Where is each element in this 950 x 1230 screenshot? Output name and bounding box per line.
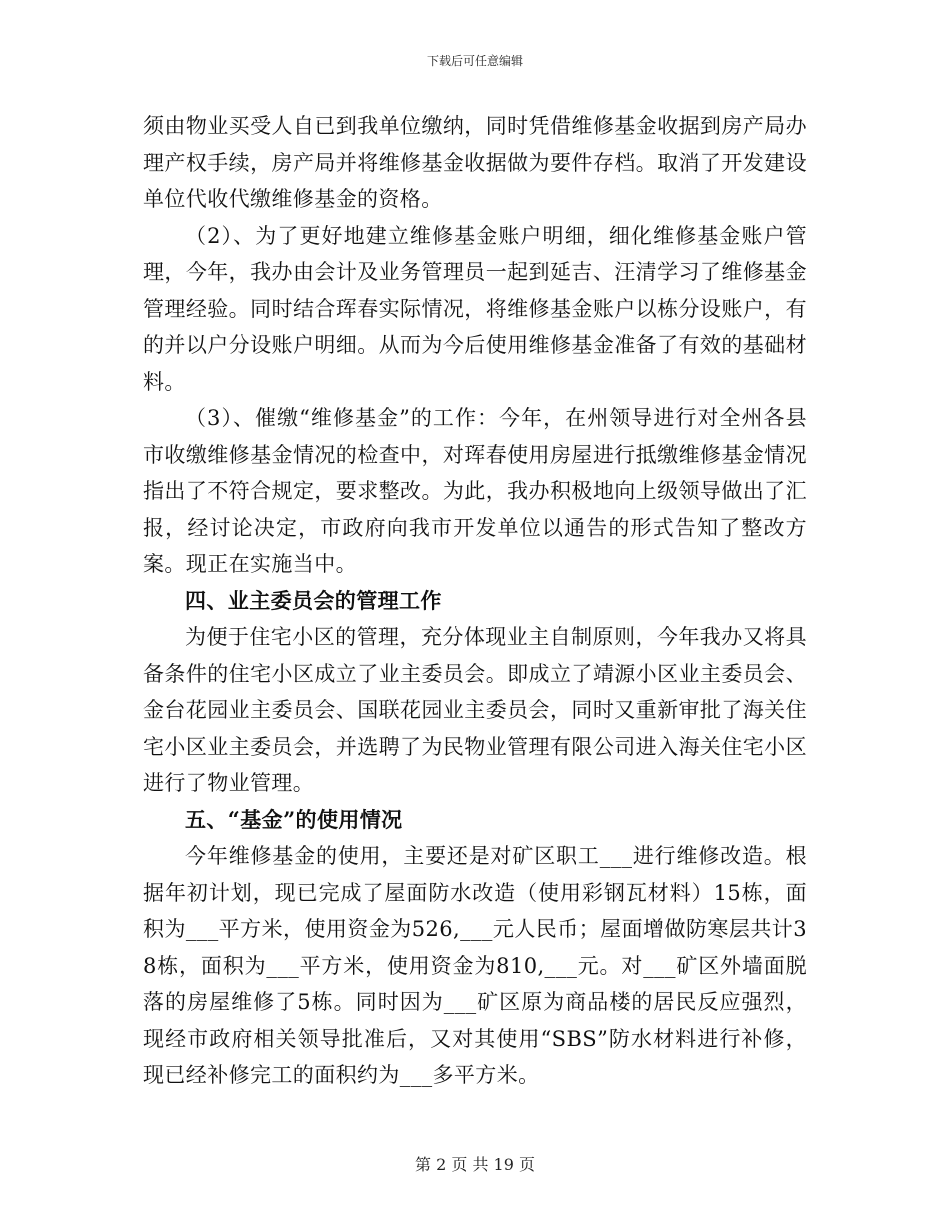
section-heading-fund-usage: 五、“基金”的使用情况: [185, 806, 403, 832]
paragraph-continuation: 须由物业买受人自已到我单位缴纳，同时凭借维修基金收据到房产局办理产权手续，房产局并将维修基金收据做为要件存档。取消了开发建设单位代收代缴维修基金的资格。: [143, 114, 807, 211]
paragraph-fund-usage: 今年维修基金的使用，主要还是对矿区职工___进行维修改造。根据年初计划，现已完成了屋面防水改造（使用彩钢瓦材料）15栋，面积为___平方米，使用资金为526,___元人民币；屋面增做防寒层共计38栋，面积为___平方米，使用资金为810,___元。对___矿区外墙面脱落的房屋维修了5栋。同时因为___矿区原为商品楼的居民反应强烈，现经市政府相关领导批准后，又对其使用“SBS”防水材料进行补修，现已经补修完工的面积约为___多平方米。: [143, 844, 807, 1087]
paragraph-account-details: （2）、为了更好地建立维修基金账户明细，细化维修基金账户管理，今年，我办由会计及业务管理员一起到延吉、汪清学习了维修基金管理经验。同时结合珲春实际情况，将维修基金账户以栋分设账户，有的并以户分设账户明细。从而为今后使用维修基金准备了有效的基础材料。: [143, 223, 807, 394]
document-body: [143, 108, 807, 1094]
section-heading-owners-committee: 四、业主委员会的管理工作: [185, 587, 442, 613]
paragraph-fund-collection: （3）、催缴“维修基金”的工作：今年，在州领导进行对全州各县市收缴维修基金情况的检查中，对珲春使用房屋进行抵缴维修基金情况指出了不符合规定，要求整改。为此，我办积极地向上级领导做出了汇报，经讨论决定，市政府向我市开发单位以通告的形式告知了整改方案。现正在实施当中。: [143, 406, 807, 576]
page-number-footer: 第 2 页 共 19 页: [415, 1155, 535, 1174]
page-header: 下载后可任意编辑: [426, 54, 523, 68]
paragraph-owners-committee: 为便于住宅小区的管理，充分体现业主自制原则，今年我办又将具备条件的住宅小区成立了业主委员会。即成立了靖源小区业主委员会、金台花园业主委员会、国联花园业主委员会，同时又重新审批了海关住宅小区业主委员会，并选聘了为民物业管理有限公司进入海关住宅小区进行了物业管理。: [143, 625, 807, 795]
